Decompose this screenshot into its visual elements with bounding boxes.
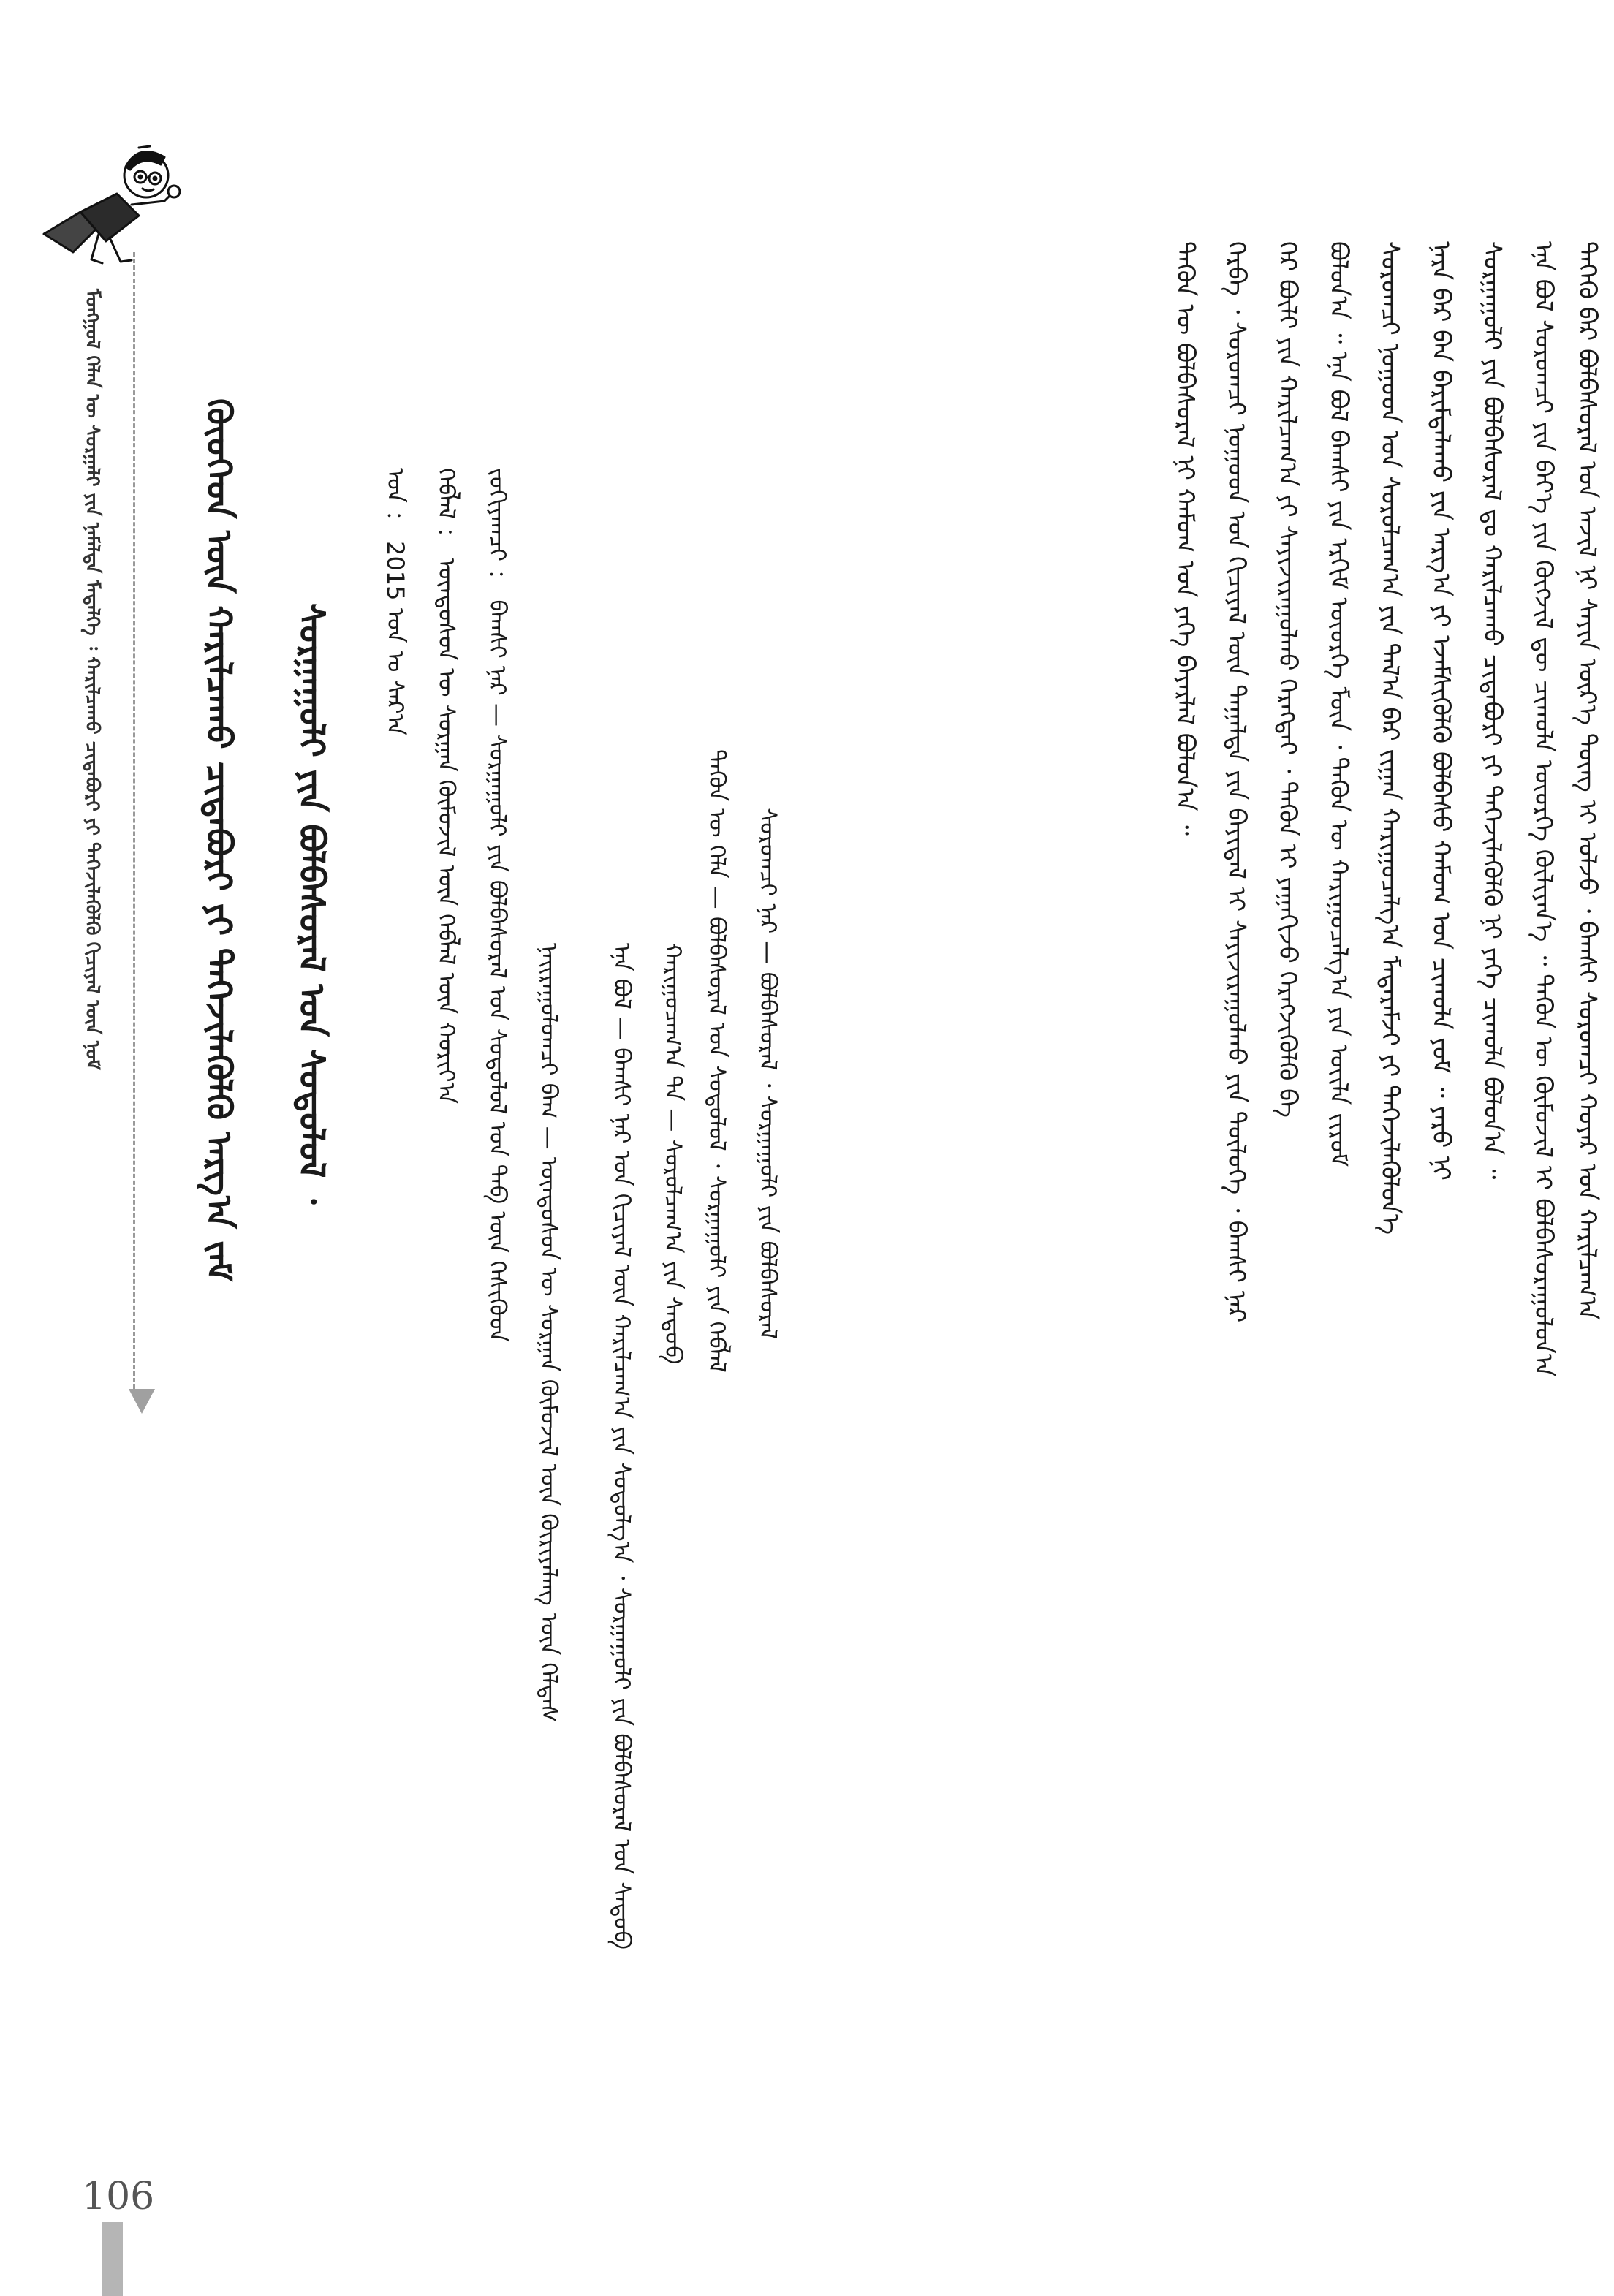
meta-credit-4: ᠰᠤᠷᠤᠭᠴᠢ ᠨᠠᠷ — ᠪᠣᠯᠪᠠᠰᠤᠷᠠᠯ ᠂ ᠰᠤᠷᠭᠠᠭᠤᠯᠢ ᠶᠢᠨ ᠪᠣᠯᠪᠠᠰᠤᠷᠠᠯ — [754, 808, 782, 1340]
flying-boy-mascot-icon — [29, 124, 205, 270]
meta-author-1: ᠵᠣᠬᠢᠶᠠᠭᠴᠢ ： ᠪᠠᠭᠰᠢ ᠨᠠᠷ — ᠰᠤᠷᠭᠠᠭᠤᠯᠢ ᠶᠢᠨ ᠪᠣᠯᠪᠠᠰᠤᠷᠠᠯ ᠤᠨ ᠰᠤᠳᠤᠯᠤᠯ ᠤᠨ ᠲᠡᠪ ᠦᠨ ᠭᠡᠰᠢᠭᠦᠳ — [484, 468, 512, 1343]
meta-credit-2: ᠬᠠᠷᠢᠭᠤᠴᠠᠭ᠎ᠠ ᠲᠠ — ᠰᠤᠷᠤᠯᠴᠠᠭ᠎ᠠ ᠶᠢᠨ ᠰᠡᠳᠦᠪ — [659, 943, 687, 1365]
triangle-down-icon — [129, 1389, 155, 1414]
article-title-line-1: ᠬᠦᠦᠬᠡᠳ ᠦᠨ ᠬᠠᠷᠢᠯᠴᠠᠬᠤ ᠴᠢᠳᠠᠪᠤᠷᠢ ᠶᠢ ᠳᠡᠭᠡᠵᠢᠯᠡᠭᠦᠯᠬᠦ ᠠᠷᠭ᠎ᠠ ᠵᠠᠮ — [198, 398, 239, 1281]
body-column-1: ᠲᠡᠭᠦᠨ ᠦ ᠪᠣᠯᠪᠠᠰᠤᠷᠠᠯ ᠨᠢ ᠬᠠᠮᠤᠭ ᠤᠨ ᠶᠡᠬᠡ ᠪᠠᠶᠠᠷᠯᠠᠯ ᠪᠣᠯᠤᠨ᠎ᠠ ᠃ — [1170, 241, 1200, 836]
body-column-8: ᠡᠨᠡ ᠪᠣᠯ ᠰᠤᠷᠤᠭᠴᠢ ᠶᠢᠨ ᠪᠡᠶ᠎ᠡ ᠶᠢᠨ ᠬᠥᠭᠵᠢᠯ ᠳᠦ ᠴᠢᠬᠤᠯᠠ ᠦᠦᠷᠭᠡ ᠬᠦᠯᠢᠶᠡᠨ᠎ᠡ ᠃ ᠲᠡᠭᠦᠨ ᠦ ᠬᠦᠮᠦᠵᠢᠯ ᠢ ᠪᠣᠯᠪᠠᠰᠤᠷᠠᠭᠤᠯᠤᠨ᠎ᠠ — [1528, 241, 1558, 1377]
running-header: ᠮᠣᠩᠭᠣᠯ ᠬᠡᠯᠡᠨ ᠦ ᠰᠤᠷᠭᠠᠯᠢ ᠶᠢᠨ ᠨᠡᠮᠡᠯᠲᠡ ᠮᠡᠳᠡᠯᠭᠡ ᠄ ᠬᠠᠷᠢᠯᠴᠠᠬᠤ ᠴᠢᠳᠠᠪᠤᠷᠢ ᠶᠢ ᠳᠡᠭᠡᠵᠢᠯᠡᠭᠦᠯᠬᠦ ᠬᠢᠴᠢᠶᠡᠯ ᠦᠨ ᠨᠣᠮ — [81, 289, 103, 1070]
meta-credit-1: ᠡᠨᠡ ᠪᠣᠯ — ᠪᠠᠭᠰᠢ ᠨᠠᠷ ᠤᠨ ᠬᠢᠴᠢᠶᠡᠯ ᠦᠨ ᠬᠠᠷᠢᠯᠴᠠᠭ᠎ᠠ ᠶᠢᠨ ᠰᠤᠳᠤᠯᠭ᠎ᠠ ᠂ ᠰᠤᠷᠭᠠᠭᠤᠯᠢ ᠶᠢᠨ ᠪᠣᠯᠪᠠᠰᠤᠷᠠᠯ ᠤᠨ ᠰᠡᠳᠦᠪ — [608, 943, 636, 1950]
body-column-5: ᠰᠤᠷᠤᠭᠴᠢ ᠨᠤᠭᠤᠳ ᠤᠨ ᠰᠤᠷᠤᠯᠴᠠᠭ᠎ᠠ ᠶᠢᠨ ᠲᠠᠯ᠎ᠠ ᠪᠠᠷ ᠵᠢᠭᠠᠨ ᠬᠠᠷᠢᠭᠤᠴᠠᠯᠭ᠎ᠠ ᠮᠡᠳᠡᠷᠡᠮᠵᠢ ᠶᠢ ᠳᠡᠭᠡᠵᠢᠯᠡᠭᠦᠯᠦᠨ᠎ᠡ — [1375, 241, 1404, 1235]
body-column-6: ᠨᠡᠷᠡ ᠪᠡᠷ ᠪᠠᠨ ᠪᠠᠷᠢᠮᠲᠠᠯᠠᠬᠤ ᠶᠢᠨ ᠠᠷᠭ᠎ᠠ ᠶᠢ ᠡᠵᠡᠮᠰᠢᠭᠦᠯᠬᠦ ᠪᠣᠯᠪᠠᠰᠤ ᠬᠠᠮᠤᠭ ᠤᠨ ᠴᠢᠬᠤᠯᠠ ᠶᠤᠮ ᠃ ᠶᠡᠷᠦ ᠨᠢ — [1426, 241, 1455, 1181]
body-column-3: ᠭᠡᠷ ᠪᠦᠯᠢ ᠶᠢᠨ ᠬᠠᠷᠢᠯᠴᠠᠭ᠎ᠠ ᠶᠢ ᠰᠠᠶᠢᠵᠢᠷᠠᠭᠤᠯᠬᠤ ᠬᠡᠷᠡᠭᠲᠡᠶ ᠂ ᠲᠡᠭᠦᠨ ᠢ ᠶᠠᠭᠠᠬᠢᠵᠤ ᠬᠡᠷᠡᠭᠵᠢᠭᠦᠯᠬᠦ ᠪᠡ — [1273, 241, 1302, 1118]
meta-credit-3: ᠲᠡᠭᠦᠨ ᠦ ᠬᠡᠯᠡ — ᠪᠣᠯᠪᠠᠰᠤᠷᠠᠯ ᠤᠨ ᠰᠤᠳᠤᠯᠤᠯ ᠂ ᠰᠤᠷᠭᠠᠭᠤᠯᠢ ᠶᠢᠨ ᠬᠡᠪᠯᠡᠯ — [703, 749, 731, 1373]
body-column-2: ᠬᠡᠷᠪᠡ ᠂ ᠰᠤᠷᠤᠭᠴᠢ ᠨᠤᠭᠤᠳ ᠤᠨ ᠬᠢᠴᠢᠶᠡᠯ ᠦᠨ ᠳᠠᠭᠠᠯᠲᠠ ᠶᠢᠨ ᠪᠠᠶᠢᠳᠠᠯ ᠢ ᠰᠠᠶᠢᠵᠢᠷᠠᠭᠤᠯᠬᠤ ᠶᠢᠨ ᠲᠦᠯᠦᠭᠡ ᠂ ᠪᠠᠭᠰᠢ ᠨᠠᠷ — [1221, 241, 1251, 1323]
article-title-line-2: ᠰᠤᠷᠭᠠᠭᠤᠯᠢ ᠶᠢᠨ ᠪᠣᠯᠪᠠᠰᠤᠷᠠᠯ ᠤᠨ ᠰᠤᠳᠤᠯᠤᠯ ᠂ — [291, 603, 332, 1205]
dotted-divider — [133, 252, 135, 1389]
margin-tab-bar — [102, 2222, 123, 2296]
meta-publisher: ᠬᠡᠪᠯᠡᠯ ： ᠦᠨᠳᠦᠰᠦᠨ ᠦ ᠰᠤᠷᠭᠠᠨ ᠬᠦᠮᠦᠵᠢᠯ ᠦᠨ ᠬᠡᠪᠯᠡᠯ ᠦᠨ ᠬᠣᠷᠢᠶ᠎ᠠ — [433, 468, 461, 1105]
body-column-7: ᠰᠤᠷᠭᠠᠭᠤᠯᠢ ᠶᠢᠨ ᠪᠣᠯᠪᠠᠰᠤᠷᠠᠯ ᠳᠤ ᠬᠠᠷᠢᠯᠴᠠᠬᠤ ᠴᠢᠳᠠᠪᠤᠷᠢ ᠶᠢ ᠳᠡᠭᠡᠵᠢᠯᠡᠭᠦᠯᠬᠦ ᠨᠢ ᠶᠡᠬᠡ ᠴᠢᠬᠤᠯᠠ ᠪᠣᠯᠤᠨ᠎ᠠ ᠃ — [1477, 241, 1507, 1180]
body-column-9: ᠲᠡᠭᠡᠬᠦ ᠪᠡᠷ ᠪᠣᠯᠪᠠᠰᠤᠷᠠᠯ ᠤᠨ ᠠᠵᠢᠯ ᠨᠢ ᠰᠠᠶᠢᠨ ᠦᠷ᠎ᠡ ᠳᠦᠩ ᠢ ᠣᠯᠵᠤ ᠂ ᠪᠠᠭᠰᠢ ᠰᠤᠷᠤᠭᠴᠢ ᠬᠣᠶᠠᠷ ᠤᠨ ᠬᠠᠷᠢᠯᠴᠠᠭ᠎ᠠ — [1572, 241, 1602, 1320]
meta-year: ᠣᠨ ： 2015 ᠣᠨ ᠤ ᠰᠠᠷ᠎ᠠ — [382, 468, 409, 736]
page-number: 106 — [82, 2175, 155, 2219]
body-column-4: ᠪᠣᠯᠤᠨ᠎ᠠ ᠃ ᠡᠨᠡ ᠪᠣᠯ ᠪᠠᠭᠰᠢ ᠶᠢᠨ ᠡᠷᠬᠢᠮ ᠦᠦᠷᠭᠡ ᠮᠥᠨ ᠂ ᠲᠡᠭᠦᠨ ᠦ ᠬᠠᠷᠢᠭᠤᠴᠠᠯᠭ᠎ᠠ ᠶᠢᠨ ᠦᠢᠯᠡ ᠵᠢᠷᠤᠮ — [1324, 241, 1353, 1167]
meta-author-2: ᠨᠠᠢᠷᠠᠭᠤᠯᠤᠭᠴᠢ ᠪᠠᠭ — ᠦᠨᠳᠦᠰᠦᠨ ᠦ ᠰᠤᠷᠭᠠᠨ ᠬᠦᠮᠦᠵᠢᠯ ᠦᠨ ᠬᠦᠷᠢᠶᠡᠯᠡᠩ ᠦᠨ ᠬᠡᠯᠲᠡᠰ — [535, 943, 563, 1723]
